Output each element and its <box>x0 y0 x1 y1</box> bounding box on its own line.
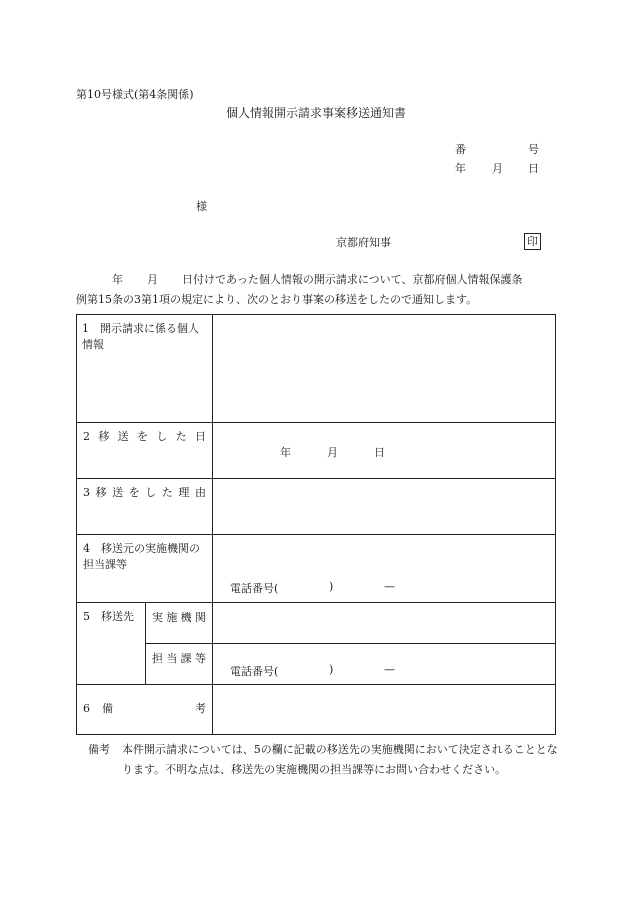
row2-day: 日 <box>374 446 385 459</box>
note-label: 備考 <box>88 743 110 756</box>
row4-phone-dash: — <box>384 580 395 593</box>
row5-sub2-label: 担 当 課 等 <box>152 652 206 665</box>
addressee-sama: 様 <box>196 200 207 213</box>
row4-label: 4 移送元の実施機関の担当課等 <box>83 542 200 571</box>
body-paragraph <box>76 270 556 310</box>
row6-value <box>213 685 556 735</box>
row2-year: 年 <box>280 446 291 459</box>
row5-phone-label: 電話番号( <box>230 665 279 678</box>
row2-label: 2 移 送 を し た 日 <box>83 430 206 443</box>
seal-mark: 印 <box>524 233 541 250</box>
body-line1: 日付けであった個人情報の開示請求について、京都府個人情報保護条 <box>182 273 523 286</box>
row5-label: 5 移送先 <box>83 610 134 623</box>
document-title: 個人情報開示請求事案移送通知書 <box>226 106 407 120</box>
row4-phone-close: ) <box>329 580 334 593</box>
row5-phone-dash: — <box>384 663 395 676</box>
row5-dept-value <box>213 644 556 685</box>
transfer-form-table <box>76 314 556 735</box>
row-transfer-date <box>77 423 556 479</box>
row5-agency-value <box>213 603 556 644</box>
date-year: 年 <box>455 162 466 175</box>
row4-phone-label: 電話番号( <box>230 582 279 595</box>
row3-value <box>213 479 556 535</box>
row-destination-agency <box>77 603 556 644</box>
row6-label: 6 備 考 <box>83 702 206 715</box>
row-transfer-reason <box>77 479 556 535</box>
row3-label: 3 移 送 を し た 理 由 <box>83 486 206 499</box>
body-month: 月 <box>147 273 158 286</box>
date-day: 日 <box>528 162 539 175</box>
form-number: 第10号様式(第4条関係) <box>76 88 194 101</box>
row5-phone-close: ) <box>329 663 334 676</box>
row5-sub1-label: 実 施 機 関 <box>152 611 206 624</box>
row-remarks <box>77 685 556 735</box>
row4-value <box>213 535 556 603</box>
remarks-note <box>88 740 558 780</box>
number-ban: 番 <box>455 143 466 156</box>
row-personal-info <box>77 315 556 423</box>
row-source-department <box>77 535 556 603</box>
body-line2: 例第15条の3第1項の規定により、次のとおり事案の移送をしたので通知します。 <box>76 293 478 306</box>
row1-label: 1 開示請求に係る個人情報 <box>82 322 199 351</box>
body-year: 年 <box>112 273 123 286</box>
note-text: 本件開示請求については、5の欄に記載の移送先の実施機関において決定されることとなります。不明な点は、移送先の実施機関の担当課等にお問い合わせください。 <box>122 743 558 776</box>
row2-value <box>213 423 556 479</box>
number-go: 号 <box>528 143 539 156</box>
row-destination-department <box>77 644 556 685</box>
row1-value <box>213 315 556 423</box>
date-month: 月 <box>492 162 503 175</box>
sender-name: 京都府知事 <box>336 236 391 249</box>
row2-month: 月 <box>327 446 338 459</box>
